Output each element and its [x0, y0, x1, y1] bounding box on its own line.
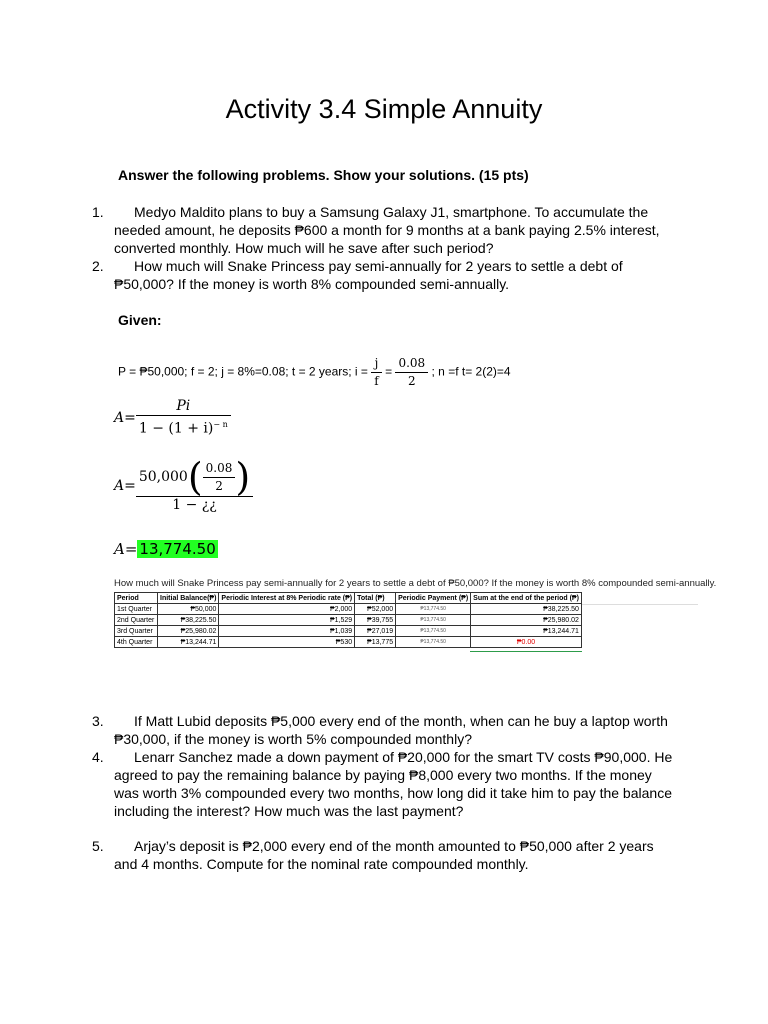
table-row: [115, 604, 582, 615]
cell-interest: ₱530: [219, 637, 355, 648]
given-n: ; n =f t= 2(2)=4: [431, 364, 511, 379]
cell-total: ₱39,755: [355, 615, 396, 626]
highlighted-answer: 13,774.50: [139, 540, 216, 558]
table-row: [115, 615, 582, 626]
instructions: Answer the following problems. Show your solutions. (15 pts): [118, 167, 529, 183]
problem-3: [92, 712, 678, 748]
cell-end-sum: ₱0.00: [471, 637, 582, 648]
problem-2: [92, 257, 660, 293]
cell-initial-balance: ₱50,000: [158, 604, 219, 615]
problem-1: [92, 203, 680, 257]
fraction-numerator: j: [371, 355, 381, 373]
cell-payment: ₱13,774.50: [396, 615, 471, 626]
exponent: − n: [213, 420, 228, 429]
column-header: Periodic Payment (₱): [396, 593, 471, 604]
table-header-row: [115, 593, 582, 604]
result-lhs: A=: [114, 540, 138, 558]
table-row: [115, 637, 582, 648]
fraction-denominator: f: [374, 374, 379, 388]
cell-initial-balance: ₱25,980.02: [158, 626, 219, 637]
table-caption: How much will Snake Princess pay semi-annually for 2 years to settle a debt of ₱50,000? If the money is worth 8% compounded semi-annually.: [114, 578, 717, 589]
denominator-text: 1 − (1 + i): [138, 420, 214, 437]
cell-period: 2nd Quarter: [115, 615, 158, 626]
formula-lhs: A=: [114, 409, 136, 426]
cell-initial-balance: ₱13,244.71: [158, 637, 219, 648]
problem-text: How much will Snake Princess pay semi-annually for 2 years to settle a debt of ₱50,000? If the money is worth 8% compounded semi-annually.: [114, 258, 623, 292]
cell-end-sum: ₱38,225.50: [471, 604, 582, 615]
column-header: Initial Balance(₱): [158, 593, 219, 604]
inner-numerator: 0.08: [203, 460, 236, 478]
cell-interest: ₱2,000: [219, 604, 355, 615]
cell-end-sum: ₱25,980.02: [471, 615, 582, 626]
cell-total: ₱13,775: [355, 637, 396, 648]
fraction-rate: [395, 355, 428, 390]
given-line: [118, 355, 511, 390]
problem-text: If Matt Lubid deposits ₱5,000 every end of the month, when can he buy a laptop worth ₱30,000, if the money is worth 5% compounded monthly?: [114, 713, 668, 747]
fraction-j-over-f: [371, 355, 381, 390]
column-header: Period: [115, 593, 158, 604]
cell-period: 3rd Quarter: [115, 626, 158, 637]
selected-cell-border: [470, 651, 582, 652]
left-paren: (: [187, 455, 203, 499]
amortization-table: [114, 592, 582, 648]
cell-initial-balance: ₱38,225.50: [158, 615, 219, 626]
fraction-numerator: 0.08: [395, 355, 428, 373]
cell-total: ₱52,000: [355, 604, 396, 615]
given-label: Given:: [118, 312, 162, 328]
problem-number: 2.: [92, 258, 104, 274]
substituted-formula: [114, 455, 253, 514]
cell-interest: ₱1,039: [219, 626, 355, 637]
spreadsheet-gridlines: [582, 604, 698, 649]
fraction-denominator: 2: [407, 374, 416, 388]
problem-text: Lenarr Sanchez made a down payment of ₱20,000 for the smart TV costs ₱90,000. He agreed to pay the remaining balance by paying ₱8,000 every two months. If the money was worth 3% compounded every two months, how long did it take him to pay the balance including the interest? How much was the last payment?: [114, 749, 673, 819]
cell-payment: ₱13,774.50: [396, 637, 471, 648]
cell-interest: ₱1,529: [219, 615, 355, 626]
inner-fraction: [203, 460, 236, 495]
result-line: [114, 540, 218, 558]
given-values: P = ₱50,000; f = 2; j = 8%=0.08; t = 2 years; i =: [118, 364, 368, 379]
table-row: [115, 626, 582, 637]
formula-fraction: [136, 398, 231, 438]
column-header: Sum at the end of the period (₱): [471, 593, 582, 604]
problem-number: 3.: [92, 713, 104, 729]
problem-text: Medyo Maldito plans to buy a Samsung Galaxy J1, smartphone. To accumulate the needed amount, he deposits ₱600 a month for 9 months at a bank paying 2.5% interest, converted monthly. How much will he save after such period?: [114, 204, 660, 256]
formula-numerator: Pi: [136, 398, 231, 416]
formula-lhs: A=: [114, 478, 136, 494]
principal-value: 50,000: [138, 469, 188, 485]
column-header: Periodic Interest at 8% Periodic rate (₱): [219, 593, 355, 604]
right-paren: ): [235, 455, 251, 499]
problem-number: 1.: [92, 204, 104, 220]
problem-4: [92, 748, 678, 820]
problem-number: 4.: [92, 749, 104, 765]
annuity-formula: [114, 398, 231, 438]
problem-number: 5.: [92, 838, 104, 854]
cell-end-sum: ₱13,244.71: [471, 626, 582, 637]
equals-sign: =: [385, 364, 393, 379]
formula-numerator: [136, 455, 253, 499]
cell-payment: ₱13,774.50: [396, 626, 471, 637]
column-header: Total (₱): [355, 593, 396, 604]
formula-fraction: [136, 455, 253, 514]
cell-payment: ₱13,774.50: [396, 604, 471, 615]
formula-denominator: [136, 416, 231, 438]
cell-period: 1st Quarter: [115, 604, 158, 615]
page-title: Activity 3.4 Simple Annuity: [225, 94, 543, 124]
inner-denominator: 2: [215, 478, 223, 493]
cell-total: ₱27,019: [355, 626, 396, 637]
problem-5: [92, 837, 660, 873]
cell-period: 4th Quarter: [115, 637, 158, 648]
problem-text: Arjay’s deposit is ₱2,000 every end of the month amounted to ₱50,000 after 2 years and 4 months. Compute for the nominal rate compounded monthly.: [114, 838, 654, 872]
formula-denominator: 1 − ¿¿: [172, 497, 217, 513]
